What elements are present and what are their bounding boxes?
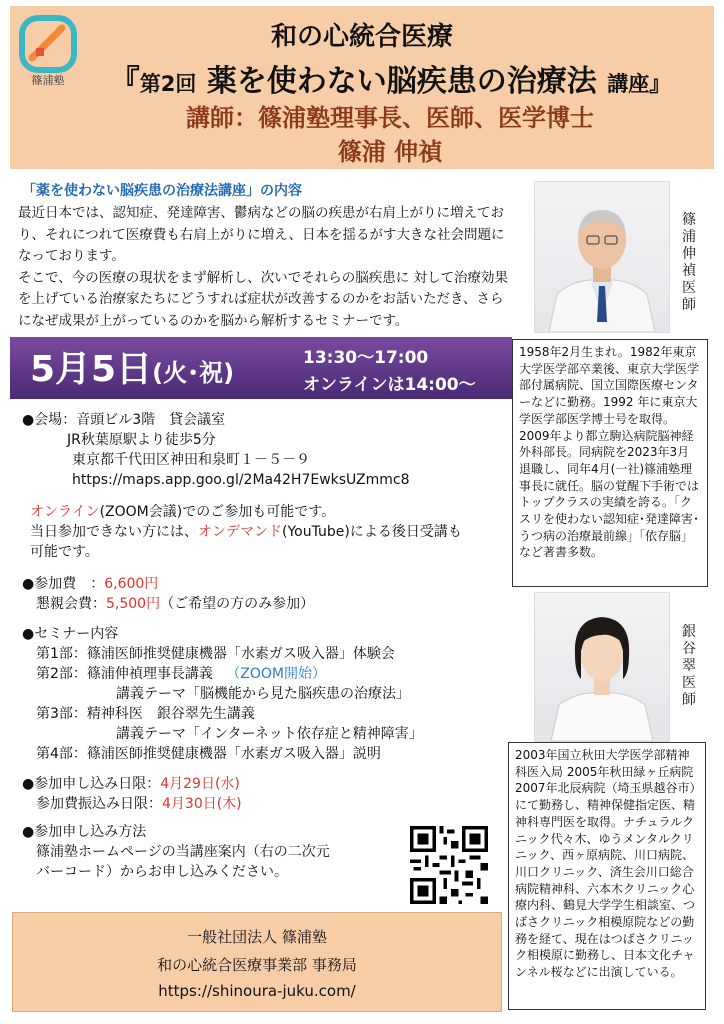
ondemand-note: 当日参加できない方には、オンデマンド(YouTube)による後日受講も bbox=[30, 524, 462, 540]
apply-method-line1: 篠浦塾ホームページの当講座案内（右の二次元 bbox=[36, 844, 330, 860]
program-part4: 第4部：篠浦医師推奨健康機器「水素ガス吸入器」説明 bbox=[36, 746, 381, 762]
logo-caption: 篠浦塾 bbox=[31, 74, 65, 87]
payment-deadline-value: 4月30日(木) bbox=[162, 796, 242, 812]
intro-heading: 「薬を使わない脳疾患の治療法講座」の内容 bbox=[22, 183, 302, 199]
ondemand-note-end: 可能です。 bbox=[30, 544, 99, 560]
venue-map-link[interactable]: https://maps.app.goo.gl/2Ma42H7EwksUZmmc8 bbox=[72, 472, 410, 488]
intro-text bbox=[18, 203, 514, 332]
venue-address: 東京都千代田区神田和泉町１－５－９ bbox=[72, 452, 310, 468]
venue-label: ●会場：音頭ビル3階 貸会議室 bbox=[22, 412, 226, 428]
apply-method-line2: バーコード）からお申し込みください。 bbox=[36, 864, 288, 880]
online-time: オンラインは14:00～ bbox=[303, 375, 476, 395]
ondemand-keyword: オンデマンド bbox=[198, 524, 282, 540]
event-date bbox=[30, 341, 234, 392]
program-part3-theme: 講義テーマ「インターネット依存症と精神障害」 bbox=[116, 726, 423, 742]
speaker2-photo bbox=[534, 592, 670, 742]
zoom-start-note: （ZOOM開始） bbox=[226, 666, 326, 682]
lecturer-name: 篠浦 伸禎 bbox=[337, 138, 443, 166]
seminar-title: 『第2回 薬を使わない脳疾患の治療法 講座』 bbox=[109, 64, 671, 99]
organizer-url[interactable]: https://shinoura-juku.com/ bbox=[158, 982, 356, 1000]
online-note: オンライン(ZOOM会議)でのご参加も可能です。 bbox=[30, 504, 336, 520]
program-part1: 第1部：篠浦医師推奨健康機器「水素ガス吸入器」体験会 bbox=[36, 646, 395, 662]
qr-code-icon[interactable] bbox=[410, 826, 488, 904]
online-keyword: オンライン bbox=[30, 504, 100, 520]
program-label: ●セミナー内容 bbox=[22, 626, 119, 642]
fee-row: ●参加費 ：6,600円 bbox=[22, 576, 159, 592]
event-time: 13:30～17:00 bbox=[303, 348, 429, 368]
apply-method-label: ●参加申し込み方法 bbox=[22, 824, 147, 840]
header-title: 和の心統合医療 bbox=[270, 22, 453, 52]
program-part2: 第2部：篠浦伸禎理事長講義 （ZOOM開始） bbox=[36, 666, 326, 682]
lecturer-title: 講師：篠浦塾理事長、医師、医学博士 bbox=[186, 104, 594, 132]
apply-deadline-row: ●参加申し込み日限：4月29日(水) bbox=[22, 776, 240, 792]
event-info bbox=[22, 410, 512, 882]
organizer-dept: 和の心統合医療事業部 事務局 bbox=[157, 956, 357, 974]
fee-value: 6,600円 bbox=[104, 576, 159, 592]
intro-paragraph-2: そこで、今の医療の現状をまず解析し、次いでそれらの脳疾患に 対して治療効果を上げている治療家たちにどうすれば症状が改善するのかをお話いただき、さらになぜ成果が上がっているのかを脳から解析するセミナーです。 bbox=[18, 269, 509, 329]
program-part2-theme: 講義テーマ「脳機能から見た脳疾患の治療法」 bbox=[116, 686, 410, 702]
apply-deadline-value: 4月29日(水) bbox=[160, 776, 240, 792]
party-fee-value: 5,500円 bbox=[106, 596, 161, 612]
payment-deadline-row: 参加費振込み日限：4月30日(木) bbox=[36, 796, 242, 812]
party-fee-row: 懇親会費：5,500円（ご希望の方のみ参加） bbox=[36, 596, 315, 612]
event-date-dow: (火･祝) bbox=[152, 359, 235, 387]
speaker1-vertical-name: 篠浦伸禎医師 bbox=[682, 212, 696, 313]
event-date-main: 5月5日 bbox=[30, 349, 153, 390]
speaker2-bio: 2003年国立秋田大学医学部精神科医入局 2005年秋田緑ヶ丘病院 2007年北辰病院（埼玉県越谷市）にて勤務し、精神保健指定医、精神科専門医を取得。ナチュラルクニック代々木、ゆうメンタルクリニック、西ヶ原病院、川口病院、川口クリニック、済生会川口総合病院精神科、六本木クリニック心療内科、鶴見大学学生相談室、つばさクリニック相模原院などの勤務を経て、現在はつばさクリニック相模原に勤務し、日本文化チャンネル桜などに出演している。 bbox=[508, 742, 706, 1010]
venue-access: JR秋葉原駅より徒歩5分 bbox=[67, 432, 216, 448]
speaker2-vertical-name: 銀谷翠医師 bbox=[682, 624, 696, 708]
speaker1-bio: 1958年2月生まれ。1982年東京大学医学部卒業後、東京大学医学部付属病院、国立国際医療センターなどに勤務。1992 年に東京大学医学部医学博士号を取得。2009年より都立駒込病院脳神経外科部長。同病院を2023年3月退職し、同年4月(一社)篠浦塾理事長に就任。脳の覚醒下手術ではトップクラスの実績を誇る。「クスリを使わない認知症･発達障害･うつ病の治療最前線」「依存脳」など著書多数。 bbox=[512, 339, 708, 587]
organizer-name: 一般社団法人 篠浦塾 bbox=[187, 928, 327, 946]
speaker1-photo bbox=[534, 181, 670, 333]
program-part3: 第3部：精神科医 銀谷翠先生講義 bbox=[36, 706, 255, 722]
intro-paragraph-1: 最近日本では、認知症、発達障害、鬱病などの脳の疾患が右肩上がりに増えており、それにつれて医療費も右肩上がりに増え、日本を揺るがす大きな社会問題になっております。 bbox=[18, 205, 505, 264]
